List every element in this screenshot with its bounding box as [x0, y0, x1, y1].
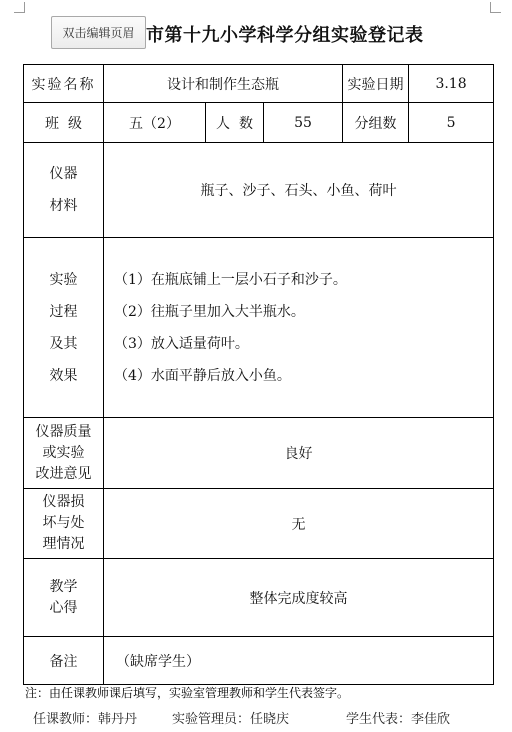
- damage-label-line: 理情况: [42, 536, 85, 552]
- groups-value[interactable]: 5: [409, 103, 494, 143]
- reflection-label-line: 教学: [49, 578, 78, 595]
- row-remarks: [24, 637, 494, 685]
- class-value[interactable]: 五（2）: [104, 103, 206, 143]
- quality-label-line: 改进意见: [35, 465, 92, 482]
- row-process: [24, 238, 494, 418]
- experiment-name-value[interactable]: 设计和制作生态瓶: [104, 65, 343, 103]
- quality-label-line: 仪器质量: [35, 423, 92, 440]
- remarks-label: 备注: [24, 637, 104, 685]
- people-value[interactable]: 55: [264, 103, 343, 143]
- experiment-name-label: 实验名称: [24, 65, 104, 103]
- quality-label: [24, 418, 104, 489]
- materials-label-line: 材料: [49, 198, 78, 214]
- remarks-value[interactable]: （缺席学生）: [104, 637, 494, 685]
- process-steps[interactable]: [104, 238, 494, 418]
- damage-label: [24, 489, 104, 559]
- crop-mark-right: [490, 2, 501, 13]
- process-step: （3）放入适量荷叶。: [114, 335, 249, 352]
- people-label: 人 数: [206, 103, 264, 143]
- crop-mark-left: [14, 2, 25, 13]
- materials-label-line: 仪器: [49, 166, 78, 182]
- student-rep-signature: 学生代表：李佳欣: [346, 712, 451, 727]
- process-label-line: 过程: [49, 303, 78, 320]
- reflection-value[interactable]: 整体完成度较高: [104, 559, 494, 637]
- footer-note: 注：由任课教师课后填写，实验室管理教师和学生代表签字。: [25, 686, 350, 700]
- quality-label-line: 或实验: [42, 444, 85, 461]
- row-damage: [24, 489, 494, 559]
- process-step: （4）水面平静后放入小鱼。: [114, 367, 291, 384]
- materials-value[interactable]: 瓶子、沙子、石头、小鱼、荷叶: [104, 143, 494, 238]
- damage-label-line: 坏与处: [42, 515, 85, 531]
- process-label-line: 及其: [49, 335, 78, 352]
- row-experiment-name: [24, 65, 494, 103]
- registration-table: [23, 64, 494, 685]
- process-label-line: 效果: [49, 367, 78, 384]
- reflection-label-line: 心得: [49, 599, 78, 616]
- quality-value[interactable]: 良好: [104, 418, 494, 489]
- materials-label: [24, 143, 104, 238]
- process-step: （2）往瓶子里加入大半瓶水。: [114, 303, 305, 320]
- class-label: 班 级: [24, 103, 104, 143]
- damage-label-line: 仪器损: [42, 494, 85, 510]
- row-class-info: [24, 103, 494, 143]
- page-title: 市第十九小学科学分组实验登记表: [146, 25, 424, 46]
- teacher-signature: 任课教师：韩丹丹: [33, 712, 138, 727]
- row-reflection: [24, 559, 494, 637]
- lab-manager-signature: 实验管理员：任晓庆: [172, 712, 290, 727]
- edit-header-button[interactable]: 双击编辑页眉: [51, 16, 146, 49]
- process-label-line: 实验: [49, 271, 78, 288]
- reflection-label: [24, 559, 104, 637]
- experiment-date-label: 实验日期: [343, 65, 409, 103]
- process-step: （1）在瓶底铺上一层小石子和沙子。: [114, 271, 347, 288]
- damage-value[interactable]: 无: [104, 489, 494, 559]
- row-materials: [24, 143, 494, 238]
- process-label: [24, 238, 104, 418]
- row-quality: [24, 418, 494, 489]
- groups-label: 分组数: [343, 103, 409, 143]
- experiment-date-value[interactable]: 3.18: [409, 65, 494, 103]
